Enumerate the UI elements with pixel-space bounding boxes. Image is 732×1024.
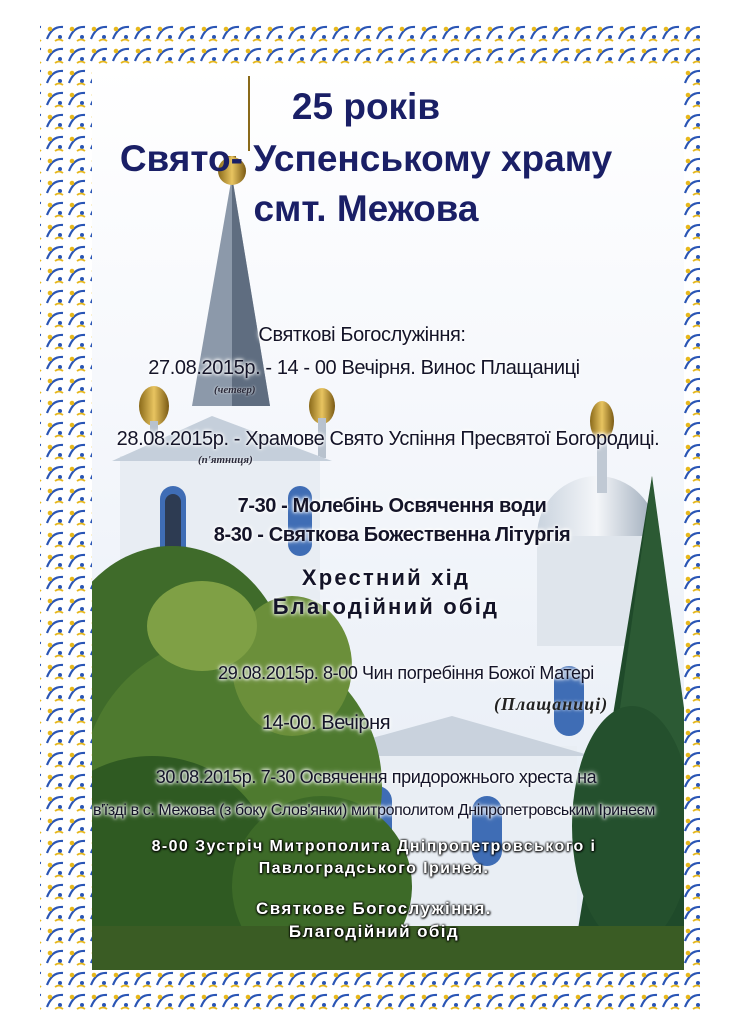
service-meeting-line1: 8-00 Зустріч Митрополита Дніпропетровського і — [151, 838, 597, 855]
title-line-3: смт. Межова — [253, 188, 479, 229]
service-day1: 27.08.2015р. - 14 - 00 Вечірня. Винос Плащаниці — [148, 357, 580, 379]
service-day4-line2: в'їзді в с. Межова (з боку Слов'янки) митрополитом Дніпропетровським Іринеєм — [93, 802, 655, 819]
service-final-line2: Благодійний обід — [288, 922, 460, 941]
service-day3: 29.08.2015р. 8-00 Чин погребіння Божої Матері — [218, 663, 594, 683]
service-day1-weekday: (четвер) — [214, 384, 256, 396]
service-dinner: Благодійний обід — [272, 594, 500, 619]
service-day4-line1: 30.08.2015р. 7-30 Освячення придорожнього хреста на — [155, 767, 597, 787]
service-liturgy: 8-30 - Святкова Божественна Літургія — [213, 524, 571, 546]
service-final-line1: Святкове Богослужіння. — [256, 899, 492, 918]
service-day2: 28.08.2015р. - Храмове Свято Успіння Пресвятої Богородиці. — [116, 428, 660, 450]
service-day3-note: (Плащаниці) — [494, 694, 609, 714]
service-meeting-line2: Павлоградського Іринея. — [258, 860, 490, 877]
service-vespers: 14-00. Вечірня — [261, 712, 391, 734]
service-day2-weekday: (п'ятниця) — [198, 454, 253, 466]
title-line-2: Свято- Успенському храму — [119, 138, 613, 179]
service-moleben: 7-30 - Молебінь Освячення води — [237, 495, 547, 517]
title-line-1: 25 років — [291, 86, 441, 127]
services-heading: Святкові Богослужіння: — [258, 324, 466, 346]
service-procession: Хрестний хід — [301, 565, 471, 590]
